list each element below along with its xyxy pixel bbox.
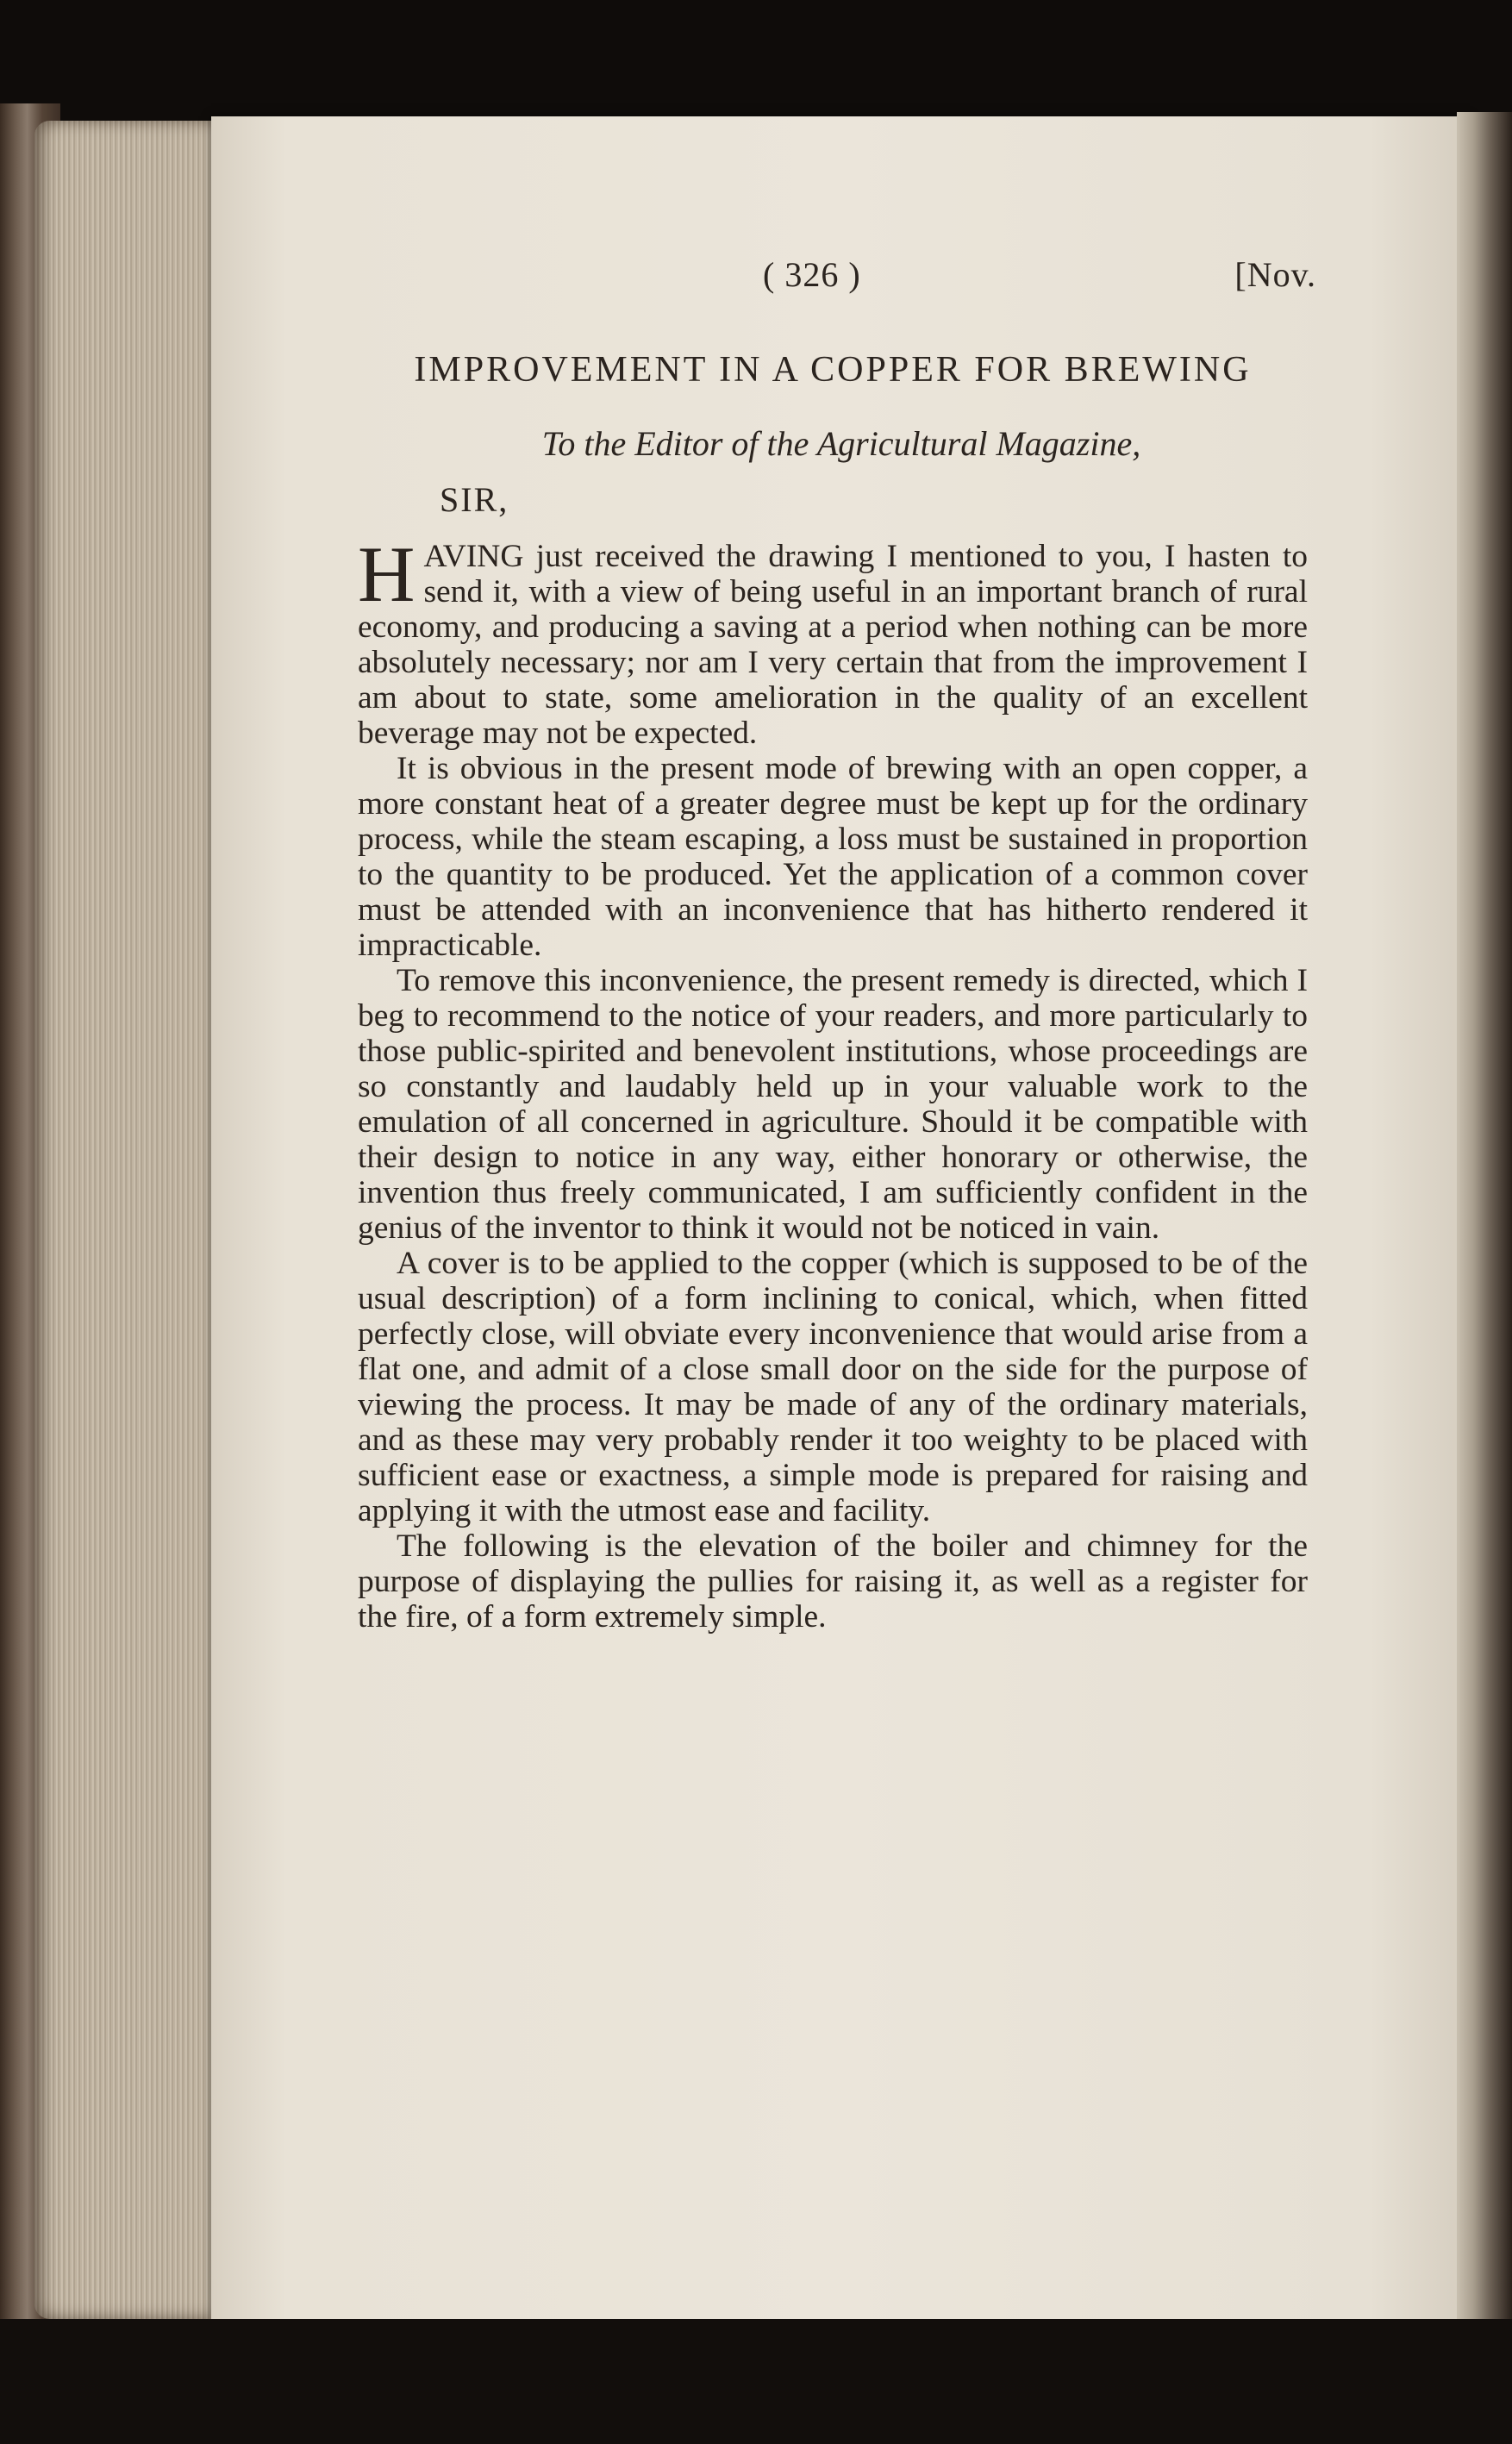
- paragraph-4: A cover is to be applied to the copper (which is supposed to be of the usual description) of a form inclining to conical, which, when fitted perfectly close, will obviate every inconvenience that would arise from a flat one, and admit of a close small door on the side for the purpose of viewing the process. It may be made of any of the ordinary materials, and as these may very probably render it too weighty to be placed with sufficient ease or exactness, a simple mode is prepared for raising and applying it with the utmost ease and facility.: [358, 1246, 1308, 1528]
- article-title: IMPROVEMENT IN A COPPER FOR BREWING: [414, 350, 1252, 390]
- paragraph-3: To remove this inconvenience, the present remedy is directed, which I beg to recommend to the notice of your readers, and more particularly to those public-spirited and benevolent institutions, whose proceedings are so constantly and laudably held up in your valuable work to the emulation of all concerned in agriculture. Should it be compatible with their design to notice in any way, either honorary or otherwise, the invention thus freely communicated, I am sufficiently confident in the genius of the inventor to think it would not be noticed in vain.: [358, 963, 1308, 1246]
- paragraph-2: It is obvious in the present mode of brewing with an open copper, a more constant heat of a greater degree must be kept up for the ordinary process, while the steam escaping, a loss must be sustained in proportion to the quantity to be produced. Yet the application of a common cover must be attended with an inconvenience that has hitherto rendered it impracticable.: [358, 751, 1308, 963]
- running-head: [358, 254, 1316, 306]
- paragraph-1-text: AVING just received the drawing I mentioned to you, I hasten to send it, with a view of being useful in an important branch of rural economy, and producing a saving at a period when nothing can be more absolutely necessary; nor am I very certain that from the improvement I am about to state, some amelioration in the quality of an excellent beverage may not be expected.: [358, 539, 1308, 751]
- book-page-leaves: [34, 121, 220, 2319]
- paragraph-1: [358, 530, 1308, 751]
- salutation: SIR,: [440, 480, 509, 519]
- page-content: [358, 254, 1316, 1635]
- page-number: ( 326 ): [763, 255, 861, 294]
- drop-cap: H: [358, 530, 415, 618]
- background-top: [0, 0, 1512, 121]
- running-head-month: [Nov.: [1234, 255, 1316, 294]
- editor-address: To the Editor of the Agricultural Magazine,: [541, 424, 1141, 463]
- background-bottom: [0, 2319, 1512, 2444]
- article-body: [358, 530, 1308, 1635]
- book-right-edge: [1457, 112, 1512, 2336]
- paragraph-5: The following is the elevation of the boiler and chimney for the purpose of displaying the pullies for raising it, as well as a register for the fire, of a form extremely simple.: [358, 1528, 1308, 1635]
